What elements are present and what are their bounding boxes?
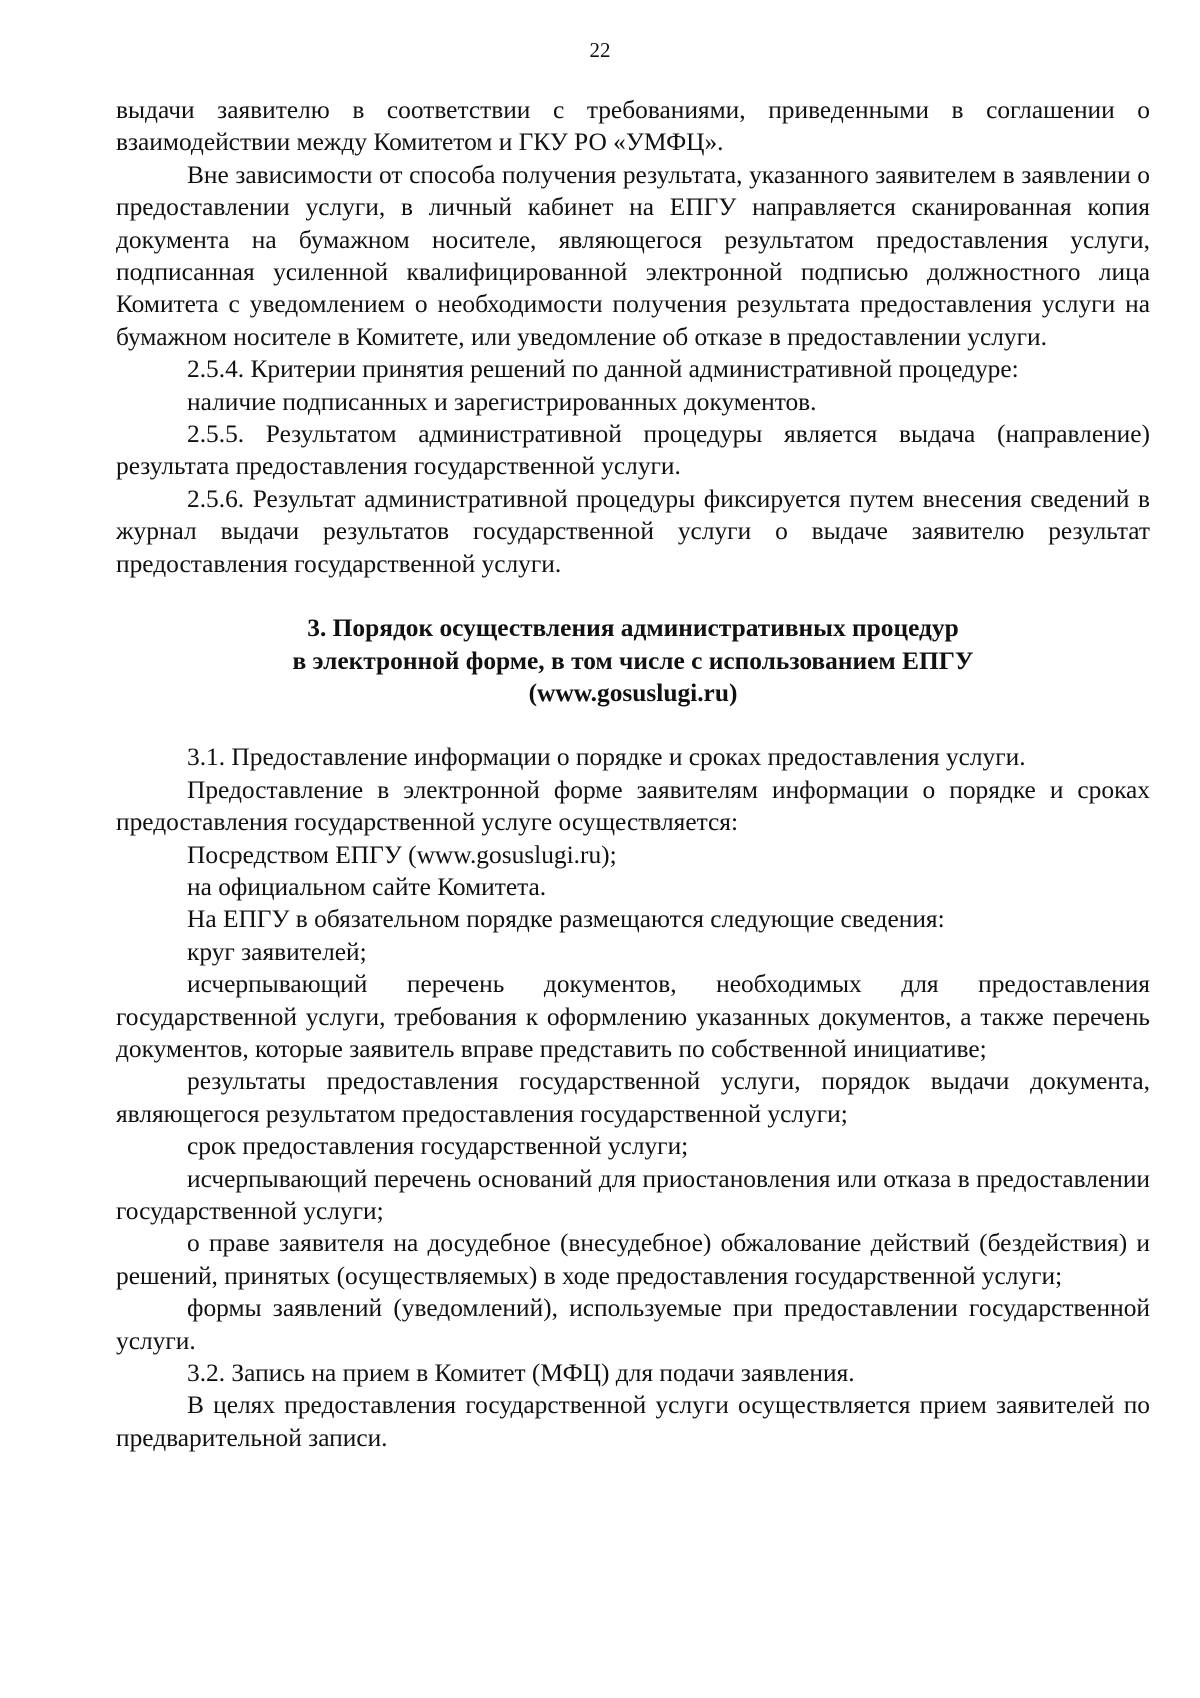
paragraph: исчерпывающий перечень оснований для приостановления или отказа в предоставлении государственной услуги; [116,1164,1150,1225]
paragraph: На ЕПГУ в обязательном порядке размещаются следующие сведения: [187,905,945,934]
paragraph: В целях предоставления государственной услуги осуществляется прием заявителей по предварительной записи. [116,1391,1150,1452]
section-heading-line: 3. Порядок осуществления административных процедур [307,614,959,643]
paragraph: 3.1. Предоставление информации о порядке и сроках предоставления услуги. [187,743,1026,772]
paragraph: выдачи заявителю в соответствии с требованиями, приведенными в соглашении о взаимодействии между Комитетом и ГКУ РО «УМФЦ». [116,96,1150,157]
paragraph: 2.5.4. Критерии принятия решений по данной административной процедуре: [187,355,1019,384]
paragraph: срок предоставления государственной услуги; [187,1132,689,1161]
paragraph: Предоставление в электронной форме заявителям информации о порядке и сроках предоставления государственной услуге осуществляется: [116,775,1150,837]
paragraph: исчерпывающий перечень документов, необходимых для предоставления государственной услуги, требования к оформлению указанных документов, а также перечень документов, которые заявитель вправе представить по собственной инициативе; [116,970,1150,1063]
page-content [116,94,1150,1454]
paragraph: 2.5.5. Результатом административной процедуры является выдача (направление) результата предоставления государственной услуги. [116,420,1150,481]
paragraph: результаты предоставления государственной услуги, порядок выдачи документа, являющегося результатом предоставления государственной услуги; [116,1067,1150,1128]
paragraph: о праве заявителя на досудебное (внесудебное) обжалование действий (бездействия) и решений, принятых (осуществляемых) в ходе предоставления государственной услуги; [116,1229,1150,1290]
section-heading-line: в электронной форме, в том числе с использованием ЕПГУ [292,646,974,675]
paragraph: круг заявителей; [187,937,367,966]
paragraph: 2.5.6. Результат административной процедуры фиксируется путем внесения сведений в журнал выдачи результатов государственной услуги о выдаче заявителю результат предоставления государственной услуги. [116,484,1150,578]
page-number: 22 [589,38,611,62]
paragraph: наличие подписанных и зарегистрированных документов. [187,387,817,416]
paragraph: на официальном сайте Комитета. [187,872,547,901]
section-heading-line: (www.gosuslugi.ru) [528,678,738,707]
section-heading [116,612,1150,709]
paragraph: Посредством ЕПГУ (www.gosuslugi.ru); [187,840,617,869]
paragraph: Вне зависимости от способа получения результата, указанного заявителем в заявлении о предоставлении услуги, в личный кабинет на ЕПГУ направляется сканированная копия документа на бумажном носителе, являющегося результатом предоставления услуги, подписанная усиленной квалифицированной электронной подписью должностного лица Комитета с уведомлением о необходимости получения результата предоставления услуги на бумажном носителе в Комитете, или уведомление об отказе в предоставлении услуги. [116,160,1150,351]
paragraph: 3.2. Запись на прием в Комитет (МФЦ) для подачи заявления. [187,1359,855,1388]
paragraph: формы заявлений (уведомлений), используемые при предоставлении государственной услуги. [116,1294,1150,1355]
